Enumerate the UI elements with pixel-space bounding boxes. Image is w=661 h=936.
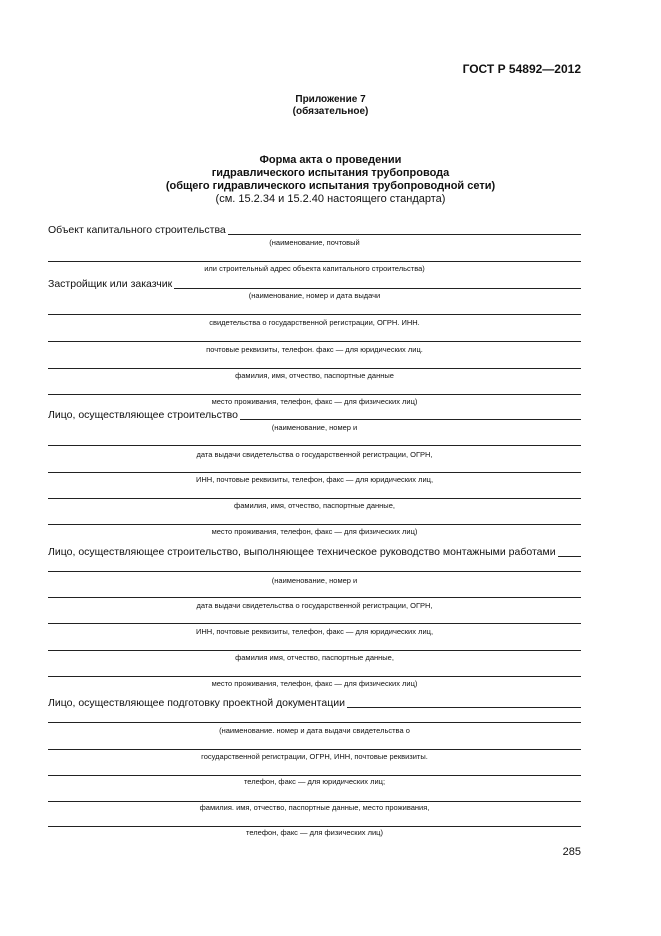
field-hint: или строительный адрес объекта капитального строительства) (204, 264, 425, 273)
form-title-line-1: Форма акта о проведении (259, 154, 402, 166)
field-hint: телефон, факс — для физических лиц) (246, 828, 383, 837)
form-line[interactable] (48, 328, 581, 344)
designer-label: Лицо, осуществляющее подготовку проектной документации (48, 697, 345, 709)
form-line[interactable] (48, 736, 581, 752)
form-line[interactable] (48, 663, 581, 679)
field-hint: фамилия, имя, отчество, паспортные данные, (234, 501, 395, 510)
field-hint: свидетельства о государственной регистрации, ОГРН. ИНН. (209, 318, 420, 327)
form-line[interactable] (48, 788, 581, 804)
form-line[interactable] (48, 511, 581, 527)
form-title-line-3: (общего гидравлического испытания трубопроводной сети) (165, 180, 496, 192)
appendix-title: Приложение 7 (295, 94, 366, 105)
form-line[interactable] (48, 301, 581, 317)
form-line[interactable] (48, 485, 581, 501)
builder-field[interactable] (48, 406, 581, 422)
form-line[interactable] (48, 637, 581, 653)
form-line[interactable] (48, 558, 581, 574)
object-field[interactable] (48, 221, 581, 237)
field-hint: место проживания, телефон, факс — для физических лиц) (211, 397, 418, 406)
field-hint: место проживания, телефон, факс — для физических лиц) (211, 679, 418, 688)
form-line[interactable] (48, 355, 581, 371)
tech-supervisor-label: Лицо, осуществляющее строительство, выполняющее техническое руководство монтажными работами (48, 546, 556, 558)
field-hint: дата выдачи свидетельства о государственной регистрации, ОГРН, (196, 450, 433, 459)
form-line[interactable] (48, 762, 581, 778)
field-hint: ИНН, почтовые реквизиты, телефон, факс — для юридических лиц, (195, 475, 434, 484)
developer-label: Застройщик или заказчик (48, 278, 173, 290)
appendix-note: (обязательное) (292, 106, 369, 117)
object-label: Объект капитального строительства (48, 224, 226, 236)
form-line[interactable] (48, 248, 581, 264)
field-hint: фамилия имя, отчество, паспортные данные, (235, 653, 394, 662)
standard-designation: ГОСТ Р 54892—2012 (462, 62, 581, 76)
designer-field[interactable] (48, 694, 581, 710)
form-title-reference: (см. 15.2.34 и 15.2.40 настоящего стандарта) (215, 193, 446, 205)
field-hint: телефон, факс — для юридических лиц; (243, 777, 386, 786)
field-hint: ИНН, почтовые реквизиты, телефон, факс — для юридических лиц, (195, 627, 434, 636)
field-hint: (наименование. номер и дата выдачи свидетельства о (219, 726, 410, 735)
form-line[interactable] (48, 432, 581, 448)
field-hint: государственной регистрации, ОГРН, ИНН, почтовые реквизиты. (201, 752, 428, 761)
field-hint: (наименование, номер и (271, 576, 358, 585)
page-number: 285 (562, 846, 581, 858)
field-hint: дата выдачи свидетельства о государственной регистрации, ОГРН, (196, 601, 433, 610)
developer-field[interactable] (48, 275, 581, 291)
form-line[interactable] (48, 381, 581, 397)
field-hint: (наименование, почтовый (269, 238, 360, 247)
field-hint: (наименование, номер и дата выдачи (248, 291, 381, 300)
field-hint: фамилия, имя, отчество, паспортные данные (235, 371, 394, 380)
form-line[interactable] (48, 610, 581, 626)
form-line[interactable] (48, 709, 581, 725)
form-line[interactable] (48, 459, 581, 475)
field-hint: почтовые реквизиты, телефон. факс — для юридических лиц. (206, 345, 423, 354)
tech-supervisor-field[interactable] (48, 543, 581, 559)
form-title-line-2: гидравлического испытания трубопровода (211, 167, 450, 179)
field-hint: место проживания, телефон, факс — для физических лиц) (211, 527, 418, 536)
form-line[interactable] (48, 813, 581, 829)
form-line[interactable] (48, 584, 581, 600)
field-hint: фамилия. имя, отчество, паспортные данные, место проживания, (199, 803, 430, 812)
builder-label: Лицо, осуществляющее строительство (48, 409, 238, 421)
field-hint: (наименование, номер и (271, 423, 358, 432)
